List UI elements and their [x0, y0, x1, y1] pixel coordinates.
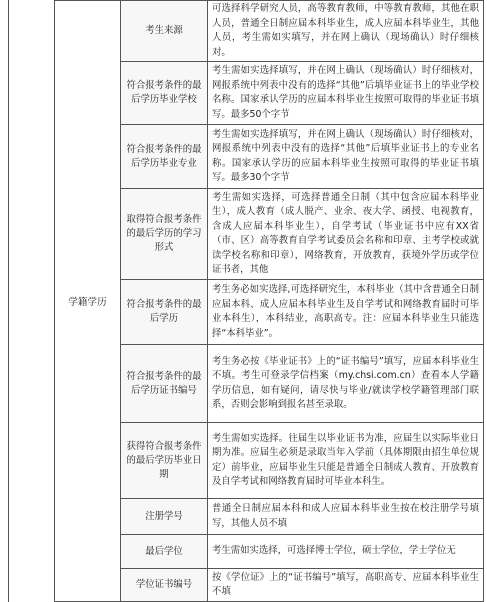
field-description: 考生务必如实选择,可选择研究生，本科毕业（其中含普通全日制应届本科、成人应届本科毕业生及自学考试和网络教育届时可毕业本科生），本科结业，高职高专。注：应届本科毕业生只能选择“本科毕业”。	[208, 280, 484, 345]
field-name: 最后学位	[121, 535, 208, 569]
field-description: 考生需如实选择。往届生以毕业证书为准，应届生以实际毕业日期为准。应届生必须是录取当年入学前（具体期限由招生单位规定）前毕业，应届毕业生只能是普通全日制成人教育、开放教育及自学考试和网络教育届时可毕业本科生。	[208, 423, 484, 499]
field-description: 可选择科学研究人员，高等教育教师，中等教育教师，其他在职人员，普通全日制应届本科毕业生，成人应届本科毕业生，其他人员，考生需如实填写，并在网上确认（现场确认）时仔细核对。	[208, 1, 484, 62]
field-description: 考生需如实选择填写，并在网上确认（现场确认）时仔细核对，网报系统中列表中没有的选择“其他”后填毕业证书上的专业名称。国家承认学历的应届本科毕业生按照可取得的毕业证书填写。最多30个字节	[208, 125, 484, 189]
field-description: 考生务必按《毕业证书》上的“证书编号”填写，应届本科毕业生不填。考生可登录学信档案（my.chsi.com.cn）查看本人学籍学历信息，如有疑问，请尽快与毕业/就读学校学籍管理部门联系，否则会影响到报名甚至录取。	[208, 345, 484, 423]
field-description: 考生需如实选择，可选择普通全日制（其中包含应届本科毕业生），成人教育（成人脱产、业余、夜大学、函授、电视教育，含成人应届本科毕业生），自学考试（毕业证书中应有XX省（市、区）高等教育自学考试委员会名称和印章、主考学校或就读学校名称和印章），网络教育，开放教育，获境外学历或学位证书者，其他	[208, 189, 484, 280]
field-name: 符合报考条件的最后学历毕业学校	[121, 62, 208, 125]
field-description: 考生需如实选择填写，并在网上确认（现场确认）时仔细核对，网报系统中列表中没有的选择“其他”后填毕业证书上的毕业学校名称。国家承认学历的应届本科毕业生按照可取得的毕业证书填写。最多50个字节	[208, 62, 484, 125]
group-label: 学籍学历	[55, 1, 121, 602]
table-row	[9, 1, 484, 62]
field-name: 符合报考条件的最后学历证书编号	[121, 345, 208, 423]
field-name: 符合报考条件的最后学历	[121, 280, 208, 345]
registration-field-table	[8, 0, 484, 602]
field-name: 学位证书编号	[121, 569, 208, 602]
field-name: 取得符合报考条件的最后学历的学习形式	[121, 189, 208, 280]
field-name: 获得符合报考条件的最后学历毕业日期	[121, 423, 208, 499]
field-description: 考生需如实选择，可选择博士学位，硕士学位，学士学位无	[208, 535, 484, 569]
field-name: 符合报考条件的最后学历毕业专业	[121, 125, 208, 189]
field-description: 普通全日制应届本科和成人应届本科毕业生按在校注册学号填写，其他人员不填	[208, 499, 484, 535]
field-name: 注册学号	[121, 499, 208, 535]
field-name: 考生来源	[121, 1, 208, 62]
field-description: 按《学位证》上的“证书编号”填写，高职高专、应届本科毕业生不填	[208, 569, 484, 602]
table-spacer-column	[9, 1, 55, 602]
